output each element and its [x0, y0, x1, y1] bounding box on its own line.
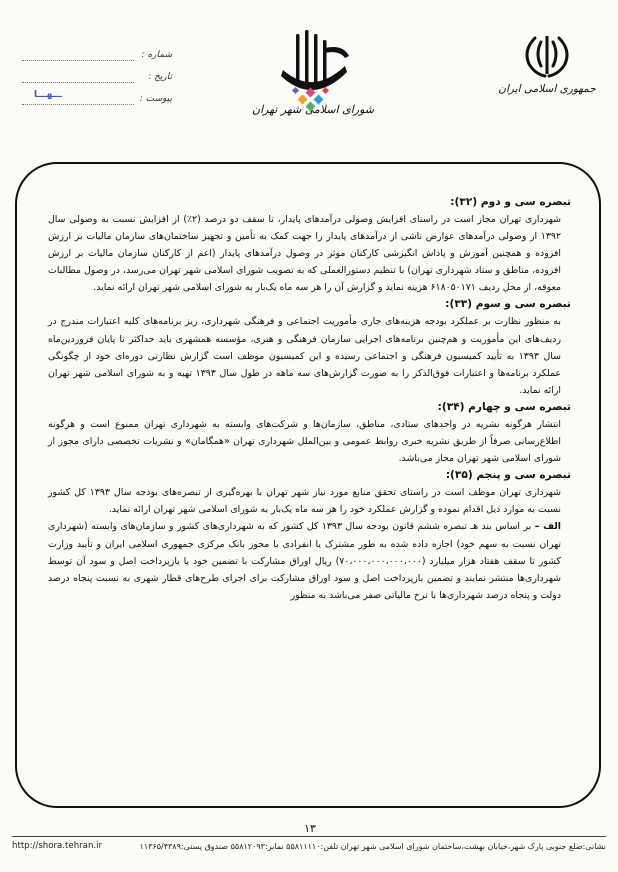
letter-date-line — [22, 72, 134, 83]
note-33-heading: تبصره سی و سوم (۳۳): — [445, 298, 571, 311]
letter-number-field — [22, 44, 172, 66]
note-32-paragraph: شهرداری تهران مجاز است در راستای افزایش وصولی درآمدهای پایدار، تا سقف دو درصد (۲٪) از افزایش نسبت به وصولی سال ۱۳۹۲ از وصولی درآمدهای عوارض ناشی از درآمدهای پایدار را جهت کمک به تأمین و تجهیز ساختمان‌های سازمان مالیات بر ارزش افزوده و همچنین آموزش و پاداش انگیزشی کارکنان موثر در وصول درآمدهای پایدار (اعم از کارکنان سازمان مالیات بر ارزش افزوده، مناطق و ستاد شهرداری تهران) با تنظیم دستورالعملی که به تصویب شورای اسلامی شهر تهران می‌رسد، در وصول مطالبات معوقه، از محل ردیف ۶۱۸۰۵۰۱۷۱ هزینه نماید و گزارش آن را هر سه ماه یک‌بار به شورای اسلامی شهر تهران ارائه نماید. — [48, 214, 561, 294]
letter-number-line — [22, 50, 134, 61]
footer — [12, 838, 606, 854]
islamic-republic-name: جمهوری اسلامی ایران — [498, 83, 596, 95]
clause-alef-label: الف – — [534, 521, 562, 533]
note-34-heading: تبصره سی و چهارم (۳۴): — [437, 400, 571, 413]
note-35-clause-alef — [48, 518, 561, 603]
city-council-name: شورای اسلامی شهر تهران — [252, 103, 374, 116]
letter-date-field — [22, 66, 172, 88]
letterhead — [0, 0, 618, 150]
letter-attachment-line — [22, 89, 134, 105]
note-35-heading: تبصره سی و پنجم (۳۵): — [445, 469, 571, 482]
letter-date-label: تاریخ : — [148, 72, 172, 82]
note-32-heading: تبصره سی و دوم (۳۲): — [450, 196, 571, 208]
footer-address: نشانی:ضلع جنوبی پارک شهر،خیابان بهشت،ساختمان شورای اسلامی شهر تهران تلفن:۵۵۸۱۱۱۱۰ نمابر:۵۵۸۱۲۰۹۳ صندوق پستی:۱۱۳۶۵/۴۳۸۹ — [139, 841, 606, 851]
note-33-paragraph: به منظور نظارت بر عملکرد بودجه هزینه‌های جاری مأموریت اجتماعی و فرهنگی شهرداری، ریز برنامه‌های کلیه اعتبارات مندرج در ردیف‌های این مأموریت و هم‌چنین برنامه‌های اجرایی سازمان فرهنگی و هنری، مؤسسه همشهری باید حداکثر تا پایان فروردین‌ماه سال ۱۳۹۳ به تأیید کمیسیون فرهنگی و اجتماعی رسیده و این کمیسیون موظف است گزارش نظارتی دوره‌ای خود از چگونگی عملکرد برنامه‌ها و اعتبارات فوق‌الذکر را به صورت گزارش‌های سه ماهه در طول سال ۱۳۹۳ تهیه و به شورای اسلامی شهر تهران ارائه نماید. — [48, 316, 562, 396]
page-number: ۱۳ — [304, 822, 316, 835]
footer-divider — [12, 836, 606, 837]
note-34-paragraph: انتشار هرگونه نشریه در واحدهای ستادی، مناطق، سازمان‌ها و شرکت‌های وابسته به شهرداری تهران ممنوع است و هرگونه اطلاع‌رسانی صرفاً از طریق نشریه خبری روابط عمومی و بین‌الملل شهرداری تهران «همگامان» و نشریات تخصصی دارای مجوز از شورای اسلامی شهر تهران مجاز می‌باشد. — [48, 418, 561, 465]
document-body — [48, 194, 571, 604]
clause-alef-text: بر اساس بند هـ تبصره ششم قانون بودجه سال ۱۳۹۳ کل کشور که به شهرداری‌های کشور و سازمان‌های وابسته (شهرداری تهران نسبت به سهم خود) اجازه داده شده به طور مشترک یا انفرادی با مجوز بانک مرکزی جمهوری اسلامی ایران و تأیید وزارت کشور تا سقف هفتاد هزار میلیارد (۷۰،۰۰۰،۰۰۰،۰۰۰،۰۰۰) ریال اوراق مشارکت با تضمین خود یا بازپرداخت اصل و سود آن توسط شهرداری‌ها منتشر نمایند و تضمین بازپرداخت اصل و سود اوراق مشارکت برای اجرای طرح‌های قطار شهری به نسبت پنجاه درصد دولت و پنجاه درصد شهرداری‌ها با نرخ مالیاتی صفر می‌باشد به منظور — [48, 521, 562, 601]
attachment-stamp-mark: ـــهـــا — [34, 89, 62, 100]
letter-meta-fields — [22, 44, 172, 110]
letter-attachment-label: پیوست : — [139, 94, 172, 104]
footer-website-link[interactable]: http://shora.tehran.ir — [12, 841, 103, 851]
note-35-paragraph: شهرداری تهران موظف است در راستای تحقق منابع مورد نیاز شهر تهران با بهره‌گیری از تبصره‌های بودجه سال ۱۳۹۳ کل کشور نسبت به موارد ذیل اقدام نموده و گزارش عملکرد خود را هر سه ماه یک‌بار به شورای اسلامی شهر تهران ارائه نماید. — [48, 487, 561, 516]
iran-emblem-icon — [519, 32, 575, 80]
letter-attachment-field — [22, 88, 172, 110]
letter-number-label: شماره : — [141, 50, 172, 60]
